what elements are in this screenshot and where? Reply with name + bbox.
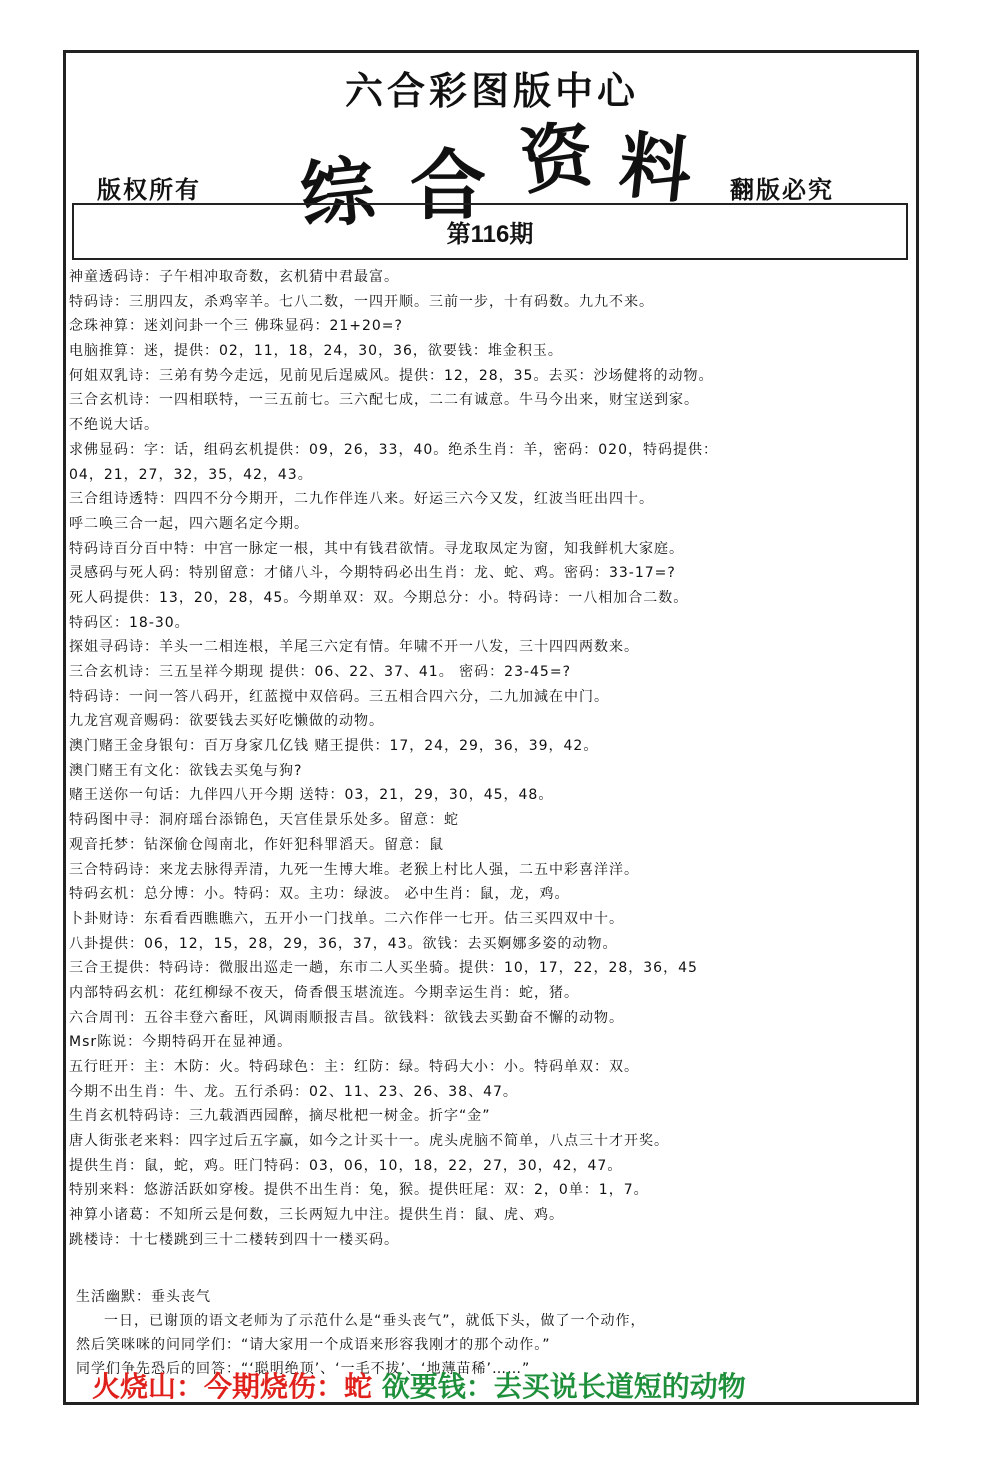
content-line: 呼二唤三合一起，四六题名定今期。 — [69, 515, 309, 532]
issue-number-box — [72, 203, 908, 260]
content-line: 念珠神算：迷刘问卦一个三 佛珠显码：21+20=? — [69, 318, 403, 335]
content-line: 唐人街张老来料：四字过后五字赢，如今之计买十一。虎头虎脑不简单，八点三十才开奖。 — [69, 1133, 669, 1150]
content-line: 今期不出生肖：牛、龙。五行杀码：02、11、23、26、38、47。 — [69, 1083, 518, 1100]
main-title-char-3: 资 — [515, 110, 599, 205]
issue-number: 第116期 — [446, 221, 534, 248]
main-title-char-2: 合 — [410, 141, 486, 230]
content-line: 电脑推算：迷，提供：02，11，18，24，30，36，欲要钱：堆金积玉。 — [69, 343, 563, 360]
piracy-notice: 翻版必究 — [730, 175, 834, 204]
content-line: 何姐双乳诗：三弟有势今走远，见前见后逞威风。提供：12，28，35。去买：沙场健将的动物。 — [69, 367, 714, 384]
content-line: 特码玄机：总分博：小。特码：双。主功：绿波。 必中生肖：鼠，龙，鸡。 — [69, 886, 570, 903]
content-line: 求佛显码：字：话，组码玄机提供：09，26，33，40。绝杀生肖：羊，密码：020，特码提供： — [69, 441, 718, 458]
content-line: 不绝说大话。 — [69, 417, 159, 434]
content-line: 特码诗百分百中特：中宫一脉定一根，其中有钱君欲情。寻龙取凤定为窗，知我鲜机大家庭。 — [69, 540, 684, 557]
content-line: 生肖玄机特码诗：三九载酒西园醉，摘尽枇杷一树金。折字“金” — [69, 1108, 491, 1125]
content-line: 神童透码诗：子午相冲取奇数，玄机猜中君最富。 — [69, 269, 399, 285]
content-line: 卜卦财诗：东看看西瞧瞧六，五开小一门找单。二六作伴一七开。估三买四双中十。 — [69, 910, 624, 927]
content-line: 提供生肖：鼠，蛇，鸡。旺门特码：03，06，10，18，22，27，30，42，47。 — [69, 1157, 623, 1174]
content-line: 特码诗：三朋四友，杀鸡宰羊。七八二数，一四开顺。三前一步，十有码数。九九不来。 — [69, 293, 654, 310]
content-line: 跳楼诗：十七楼跳到三十二楼转到四十一楼买码。 — [69, 1231, 399, 1248]
content-lines — [69, 265, 909, 1253]
content-line: 04，21，27，32，35，42，43。 — [69, 466, 313, 483]
content-line: 三合王提供：特码诗：微服出巡走一趟，东市二人买坐骑。提供：10，17，22，28，36，45 — [69, 960, 698, 977]
content-line: 神算小诸葛：不知所云是何数，三长两短九中注。提供生肖：鼠、虎、鸡。 — [69, 1207, 564, 1224]
content-line: 死人码提供：13，20，28，45。今期单双：双。今期总分：小。特码诗：一八相加合二数。 — [69, 589, 689, 606]
content-line: 探姐寻码诗：羊头一二相连根，羊尾三六定有情。年啸不开一八发，三十四四两数来。 — [69, 639, 639, 656]
content-line: 特别来料：悠游活跃如穿梭。提供不出生肖：兔，猴。提供旺尾：双：2，0单：1，7。 — [69, 1182, 649, 1199]
main-title-char-4: 料 — [615, 121, 696, 214]
content-line: 澳门赌王有文化：欲钱去买兔与狗? — [69, 762, 303, 779]
content-line: Msr陈说：今期特码开在显神通。 — [69, 1034, 293, 1051]
content-line: 内部特码玄机：花红柳绿不夜天，倚香偎玉堪流连。今期幸运生肖：蛇，猪。 — [69, 984, 579, 1001]
content-line: 观音托梦：钻深偷仓闯南北，作奸犯科罪滔天。留意：鼠 — [69, 836, 444, 853]
top-title: 六合彩图版中心 — [344, 68, 639, 113]
footer-banner — [92, 1365, 892, 1405]
content-line: 灵感码与死人码：特别留意：才储八斗，今期特码必出生肖：龙、蛇、鸡。密码：33-17=? — [69, 565, 676, 582]
content-line: 三合组诗透特：四四不分今期开，二九作伴连八来。好运三六今又发，红波当旺出四十。 — [69, 491, 654, 508]
content-line: 六合周刊：五谷丰登六畜旺，风调雨顺报吉昌。欲钱料：欲钱去买勤奋不懈的动物。 — [69, 1009, 624, 1026]
story-paragraph-3: 同学们争先恐后的回答：“‘聪明绝顶’、‘一毛不拔’、‘地薄苗稀’……” — [76, 1361, 531, 1377]
content-line: 澳门赌王金身银句：百万身家几亿钱 赌王提供：17，24，29，36，39，42。 — [69, 738, 599, 755]
content-line: 三合玄机诗：一四相联特，一三五前七。三六配七成，二二有诚意。牛马今出来，财宝送到家。 — [69, 392, 699, 409]
story-title: 生活幽默：垂头丧气 — [76, 1289, 211, 1305]
content-line: 八卦提供：06，12，15，28，29，36，37，43。欲钱：去买婀娜多姿的动物。 — [69, 935, 618, 952]
content-line: 赌王送你一句话：九伴四八开今期 送特：03，21，29，30，45，48。 — [69, 787, 554, 804]
content-line: 三合玄机诗：三五呈祥今期现 提供：06、22、37、41。 密码：23-45=? — [69, 664, 571, 680]
content-line: 特码区：18-30。 — [69, 614, 190, 631]
story-paragraph-2: 然后笑咪咪的问同学们：“请大家用一个成语来形容我刚才的那个动作。” — [76, 1337, 551, 1353]
copyright-notice: 版权所有 — [97, 175, 201, 204]
story-paragraph-1: 一日，已谢顶的语文老师为了示范什么是“垂头丧气”，就低下头，做了一个动作， — [104, 1313, 646, 1329]
footer-red-text: 火烧山：今期烧伤：蛇 — [92, 1370, 373, 1403]
footer-green-text: 欲要钱：去买说长道短的动物 — [381, 1370, 746, 1403]
content-line: 特码图中寻：洞府瑶台添锦色，天宫佳景乐处多。留意：蛇 — [69, 812, 459, 829]
content-line: 特码诗：一问一答八码开，红蓝搅中双倍码。三五相合四六分，二九加減在中门。 — [69, 688, 609, 705]
content-line: 九龙宫观音赐码：欲要钱去买好吃懒做的动物。 — [69, 713, 384, 730]
content-line: 三合特码诗：来龙去脉得弄清，九死一生博大堆。老猴上村比人强，二五中彩喜洋洋。 — [69, 861, 639, 878]
content-line: 五行旺开：主：木防：火。特码球色：主：红防：绿。特码大小：小。特码单双：双。 — [69, 1059, 639, 1075]
main-title-char-1: 综 — [296, 147, 379, 241]
